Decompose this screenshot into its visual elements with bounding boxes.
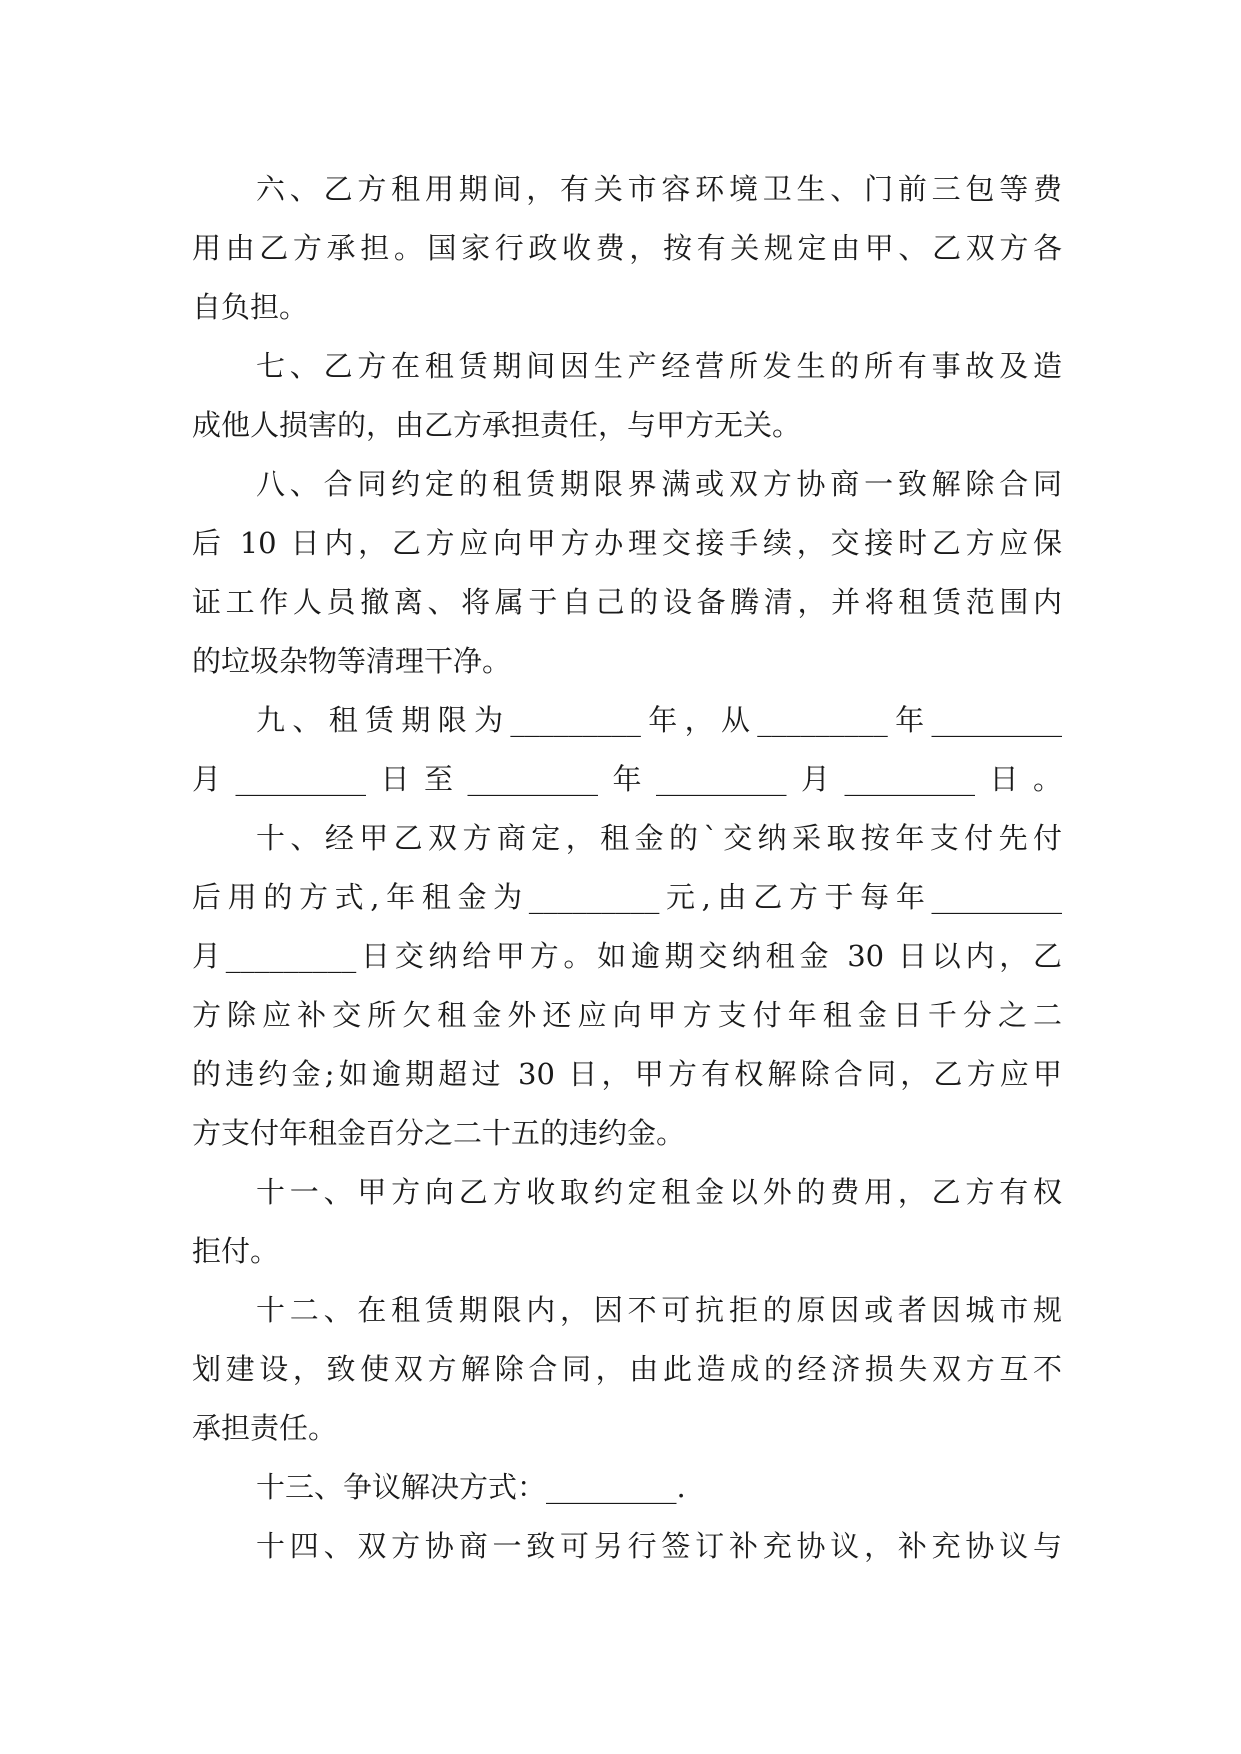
clause-7-line-1: 七、乙方在租赁期间因生产经营所发生的所有事故及造 bbox=[256, 349, 1062, 383]
clause-8-line-1: 八、合同约定的租赁期限界满或双方协商一致解除合同 bbox=[256, 467, 1062, 501]
clause-11-line-2: 拒付。 bbox=[192, 1234, 280, 1268]
clause-10-line-1: 十、经甲乙双方商定，租金的`交纳采取按年支付先付 bbox=[256, 821, 1062, 855]
clause-6-line-3: 自负担。 bbox=[192, 290, 309, 324]
clause-9-line-1: 九、租赁期限为_________年，从_________年_________ bbox=[256, 703, 1062, 737]
clause-10-line-5: 的违约金;如逾期超过 30 日，甲方有权解除合同，乙方应甲 bbox=[192, 1057, 1062, 1091]
clause-10-line-3: 月_________日交纳给甲方。如逾期交纳租金 30 日以内，乙 bbox=[192, 939, 1062, 973]
clause-6-line-2: 用由乙方承担。国家行政收费，按有关规定由甲、乙双方各 bbox=[192, 231, 1062, 265]
clause-8-line-2: 后 10 日内，乙方应向甲方办理交接手续，交接时乙方应保 bbox=[192, 526, 1062, 560]
clause-10-line-2: 后用的方式,年租金为_________元,由乙方于每年_________ bbox=[192, 880, 1062, 914]
contract-body bbox=[192, 160, 1062, 1576]
clause-13-line-1: 十三、争议解决方式：_________. bbox=[256, 1470, 686, 1504]
clause-12-line-3: 承担责任。 bbox=[192, 1411, 338, 1445]
clause-6-line-1: 六、乙方租用期间，有关市容环境卫生、门前三包等费 bbox=[256, 172, 1062, 206]
clause-8-line-3: 证工作人员撤离、将属于自己的设备腾清，并将租赁范围内 bbox=[192, 585, 1062, 619]
clause-8-line-4: 的垃圾杂物等清理干净。 bbox=[192, 644, 512, 678]
clause-11-line-1: 十一、甲方向乙方收取约定租金以外的费用，乙方有权 bbox=[256, 1175, 1062, 1209]
clause-12-line-2: 划建设，致使双方解除合同，由此造成的经济损失双方互不 bbox=[192, 1352, 1062, 1386]
clause-14-line-1: 十四、双方协商一致可另行签订补充协议，补充协议与 bbox=[256, 1529, 1062, 1563]
clause-7-line-2: 成他人损害的，由乙方承担责任，与甲方无关。 bbox=[192, 408, 802, 442]
clause-12-line-1: 十二、在租赁期限内，因不可抗拒的原因或者因城市规 bbox=[256, 1293, 1062, 1327]
clause-10-line-6: 方支付年租金百分之二十五的违约金。 bbox=[192, 1116, 686, 1150]
clause-9-line-2: 月_________日至_________年_________月_________日。 bbox=[192, 762, 1062, 796]
clause-10-line-4: 方除应补交所欠租金外还应向甲方支付年租金日千分之二 bbox=[192, 998, 1062, 1032]
